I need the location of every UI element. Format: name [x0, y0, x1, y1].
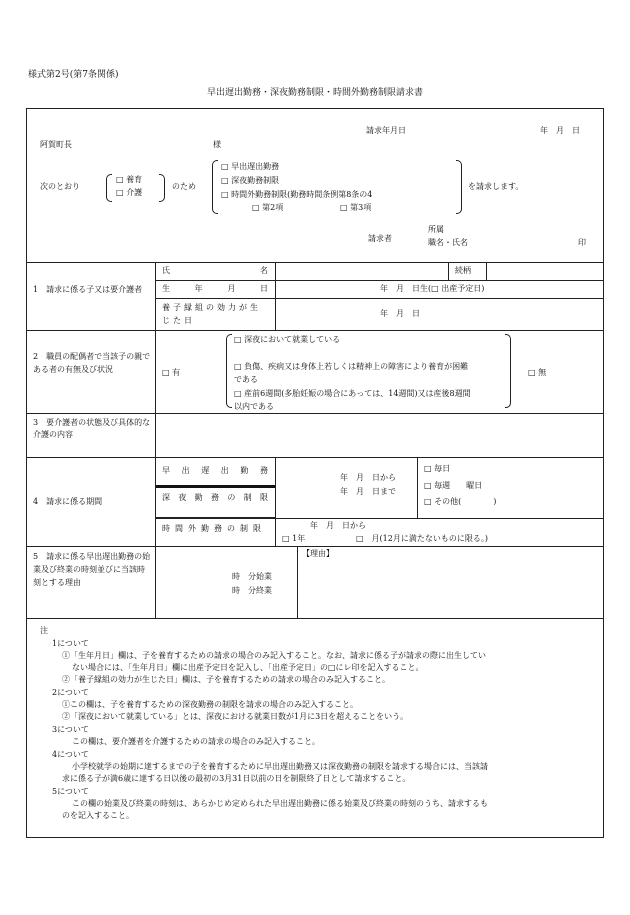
name-label: 職名・氏名: [428, 238, 468, 247]
reason-prefix: 次のとおり: [40, 182, 80, 191]
care-option-nursing[interactable]: □ 介護: [116, 188, 143, 197]
note-line: 求に係る子が満6歳に達する日以後の最初の3月31日以前の日を制限終了日として請求すること。: [62, 774, 411, 783]
request-night[interactable]: □ 深夜勤務制限: [221, 176, 280, 185]
birthdate-label: 生 年 月 日: [162, 284, 268, 293]
section3-label: 3 要介護者の状態及び具体的な介護の内容: [33, 418, 151, 439]
freq-other[interactable]: □ その他( ): [424, 497, 497, 506]
freq-daily[interactable]: □ 毎日: [424, 464, 451, 473]
reason-label: 【理由】: [302, 549, 334, 558]
spouse-yes[interactable]: □ 有: [162, 368, 181, 377]
request-suffix: を請求します。: [468, 182, 524, 191]
child-name-label: 氏 名: [162, 266, 268, 275]
notes-heading: 注: [40, 626, 48, 635]
request-early-late[interactable]: □ 早出遅出勤務: [221, 162, 280, 171]
request-date-fill[interactable]: 年 月 日: [540, 126, 580, 135]
period-from[interactable]: 年 月 日から: [340, 473, 396, 482]
note-line: ①この欄は、子を養育するための深夜勤務の制限を請求の場合のみ記入すること。: [62, 700, 358, 709]
section2-label: 2 職員の配偶者で当該子の親である者の有無及び状況: [33, 352, 151, 374]
note-line: この欄の始業及び終業の時刻は、あらかじめ定められた早出遅出勤務に係る始業及び終業の時刻のうち、請求するも: [72, 799, 488, 808]
request-overtime[interactable]: □ 時間外勤務制限(勤務時間条例第8条の4: [221, 190, 373, 199]
care-option-nurture[interactable]: □ 養育: [116, 175, 143, 184]
request-date-label: 請求年月日: [366, 126, 406, 135]
dept-label: 所属: [428, 225, 444, 234]
note-line: 小学校就学の始期に達するまでの子を養育するために早出遅出勤務又は深夜勤務の制限を請求する場合には、当該請: [72, 762, 488, 771]
cond-injury[interactable]: □ 負傷、疾病又は身体上若しくは精神上の障害により養育が困難である: [234, 362, 469, 384]
adoption-date-label: 養子縁組の効力が生じた日: [162, 303, 261, 325]
request-bracket-left: [212, 160, 218, 214]
note-line: 1について: [52, 639, 89, 648]
seal-mark: 印: [578, 238, 586, 247]
request-bracket-right: [456, 160, 462, 214]
note-line: ない場合には、「生年月日」欄に出産予定日を記入し、「出産予定日」の□にレ印を記入すること。: [72, 663, 424, 672]
care-bracket-left: [106, 174, 112, 202]
overtime-1year[interactable]: □ 1年: [282, 534, 306, 543]
note-line: ②「養子縁組の効力が生じた日」欄は、子を養育するための請求の場合のみ記入すること。: [62, 675, 390, 684]
section5-label: 5 請求に係る早出遅出勤務の始業及び終業の時刻並びに当該時刻とする理由: [33, 552, 151, 587]
care-bracket-right: [159, 174, 165, 202]
overtime-from[interactable]: 年 月 日から: [310, 521, 366, 530]
requester-label: 請求者: [368, 234, 392, 243]
addressee: 阿賀町長: [40, 140, 72, 149]
start-time[interactable]: 時 分始業: [232, 572, 272, 581]
overtime-months[interactable]: □ 月(12月に満たないものに限る。): [356, 534, 488, 543]
note-line: のを記入すること。: [62, 811, 134, 820]
section4-label: 4 請求に係る期間: [33, 497, 103, 506]
form-id: 様式第2号(第7条関係): [28, 70, 119, 80]
adoption-date-value[interactable]: 年 月 日: [380, 309, 420, 318]
note-line: 5について: [52, 787, 89, 796]
end-time[interactable]: 時 分終業: [232, 586, 272, 595]
note-line: 2について: [52, 688, 89, 697]
overtime-label: 時間外勤務の制限: [162, 524, 266, 533]
cond-maternity[interactable]: □ 産前6週間(多胎妊娠の場合にあっては、14週間)又は産後8週間以内である: [234, 389, 471, 411]
section1-label: 1 請求に係る子又は要介護者: [33, 285, 143, 294]
cond-night-work[interactable]: □ 深夜において就業している: [234, 335, 341, 344]
night-limit-label: 深夜勤務の制限: [162, 493, 268, 502]
honorific: 様: [213, 140, 221, 149]
note-line: ②「深夜において就業している」とは、深夜における就業日数が1月に3日を超えることをいう。: [62, 712, 409, 721]
freq-weekly[interactable]: □ 毎週 曜日: [424, 481, 483, 490]
period-to[interactable]: 年 月 日まで: [340, 487, 396, 496]
request-sub-2[interactable]: □ 第2項: [252, 203, 284, 212]
relation-label: 続柄: [455, 266, 471, 275]
note-line: この欄は、要介護者を介護するための請求の場合のみ記入すること。: [72, 737, 320, 746]
note-line: 3について: [52, 725, 89, 734]
form-title: 早出遅出勤務・深夜勤務制限・時間外勤務制限請求書: [206, 88, 423, 98]
early-late-label: 早出遅出勤務: [162, 466, 268, 475]
cond-bracket-right: [505, 334, 511, 408]
purpose-word: のため: [172, 182, 196, 191]
cond-bracket-left: [226, 334, 232, 408]
request-sub-3[interactable]: □ 第3項: [340, 203, 372, 212]
birthdate-value[interactable]: 年 月 日生(□ 出産予定日): [380, 284, 485, 293]
form-frame: [26, 108, 604, 838]
spouse-no[interactable]: □ 無: [528, 368, 547, 377]
note-line: ①「生年月日」欄は、子を養育するための請求の場合のみ記入すること。なお、請求に係る子が請求の際に出生してい: [62, 651, 486, 660]
note-line: 4について: [52, 750, 89, 759]
